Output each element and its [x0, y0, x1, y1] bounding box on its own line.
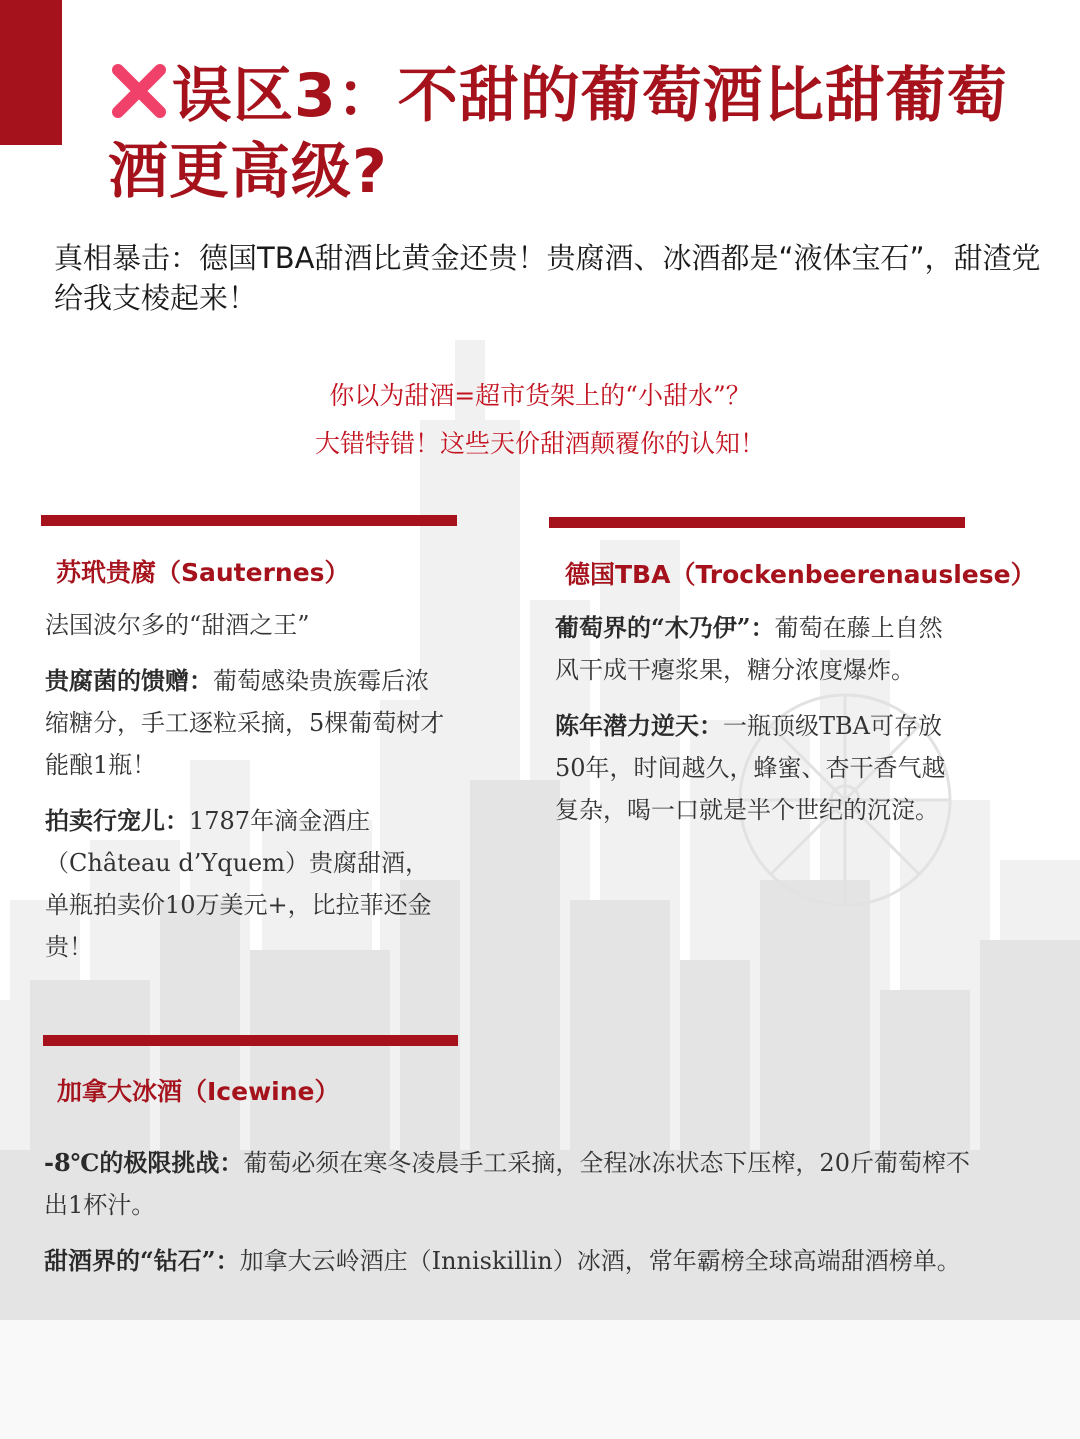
- section-divider-sauternes: [41, 515, 457, 526]
- intro-line-1: 你以为甜酒=超市货架上的“小甜水”？: [329, 381, 751, 410]
- sauternes-tagline: 法国波尔多的“甜酒之王”: [45, 611, 310, 639]
- intro-line-2: 大错特错！这些天价甜酒颠覆你的认知！: [314, 429, 765, 458]
- icewine-paragraph-1: [44, 1142, 989, 1226]
- section-body-tba: [555, 607, 955, 845]
- sauternes-paragraph-2: [45, 660, 450, 786]
- section-title-tba: 德国TBA（Trockenbeerenauslese）: [565, 560, 1036, 589]
- sauternes-paragraph-3: [45, 800, 450, 968]
- sauternes-p2-text: 葡萄感染贵族霉后浓缩糖分，手工逐粒采摘，5棵葡萄树才能酿1瓶！: [45, 667, 445, 779]
- section-body-sauternes: [45, 604, 450, 982]
- section-body-icewine: [44, 1142, 989, 1296]
- tba-p2-label: 陈年潜力逆天：: [555, 711, 723, 740]
- icewine-paragraph-2: [44, 1240, 989, 1282]
- sauternes-p3-label: 拍卖行宠儿：: [45, 806, 189, 835]
- tba-p1-label: 葡萄界的“木乃伊”：: [555, 613, 775, 642]
- cross-mark-icon: [108, 60, 170, 122]
- section-divider-icewine: [43, 1035, 458, 1046]
- tba-paragraph-2: [555, 705, 955, 831]
- section-title-sauternes: 苏玳贵腐（Sauternes）: [56, 558, 350, 587]
- subtitle: 真相暴击：德国TBA甜酒比黄金还贵！贵腐酒、冰酒都是“液体宝石”，甜渣党给我支棱起来！: [54, 241, 1041, 315]
- page-title: [108, 58, 1048, 210]
- tba-p2-text: 一瓶顶级TBA可存放50年，时间越久，蜂蜜、杏干香气越复杂，喝一口就是半个世纪的沉淀。: [555, 712, 946, 824]
- section-divider-tba: [549, 517, 965, 528]
- sauternes-p3-text: 1787年滴金酒庄（Château d’Yquem）贵腐甜酒，单瓶拍卖价10万美元+，比拉菲还金贵！: [45, 807, 432, 961]
- tba-paragraph-1: [555, 607, 955, 691]
- corner-accent-block: [0, 0, 62, 145]
- icewine-p1-text: 葡萄必须在寒冬凌晨手工采摘，全程冰冻状态下压榨，20斤葡萄榨不出1杯汁。: [44, 1149, 970, 1219]
- icewine-p1-label: -8℃的极限挑战：: [44, 1148, 244, 1177]
- intro-block: [0, 372, 1080, 468]
- icewine-p2-label: 甜酒界的“钻石”：: [44, 1246, 240, 1275]
- title-text: 误区3：不甜的葡萄酒比甜葡萄酒更高级?: [108, 61, 1008, 207]
- tba-p1-text: 葡萄在藤上自然风干成干瘪浆果，糖分浓度爆炸。: [555, 614, 943, 684]
- sauternes-p2-label: 贵腐菌的馈赠：: [45, 666, 213, 695]
- icewine-p2-text: 加拿大云岭酒庄（Inniskillin）冰酒，常年霸榜全球高端甜酒榜单。: [239, 1247, 961, 1275]
- section-title-icewine: 加拿大冰酒（Icewine）: [57, 1077, 340, 1106]
